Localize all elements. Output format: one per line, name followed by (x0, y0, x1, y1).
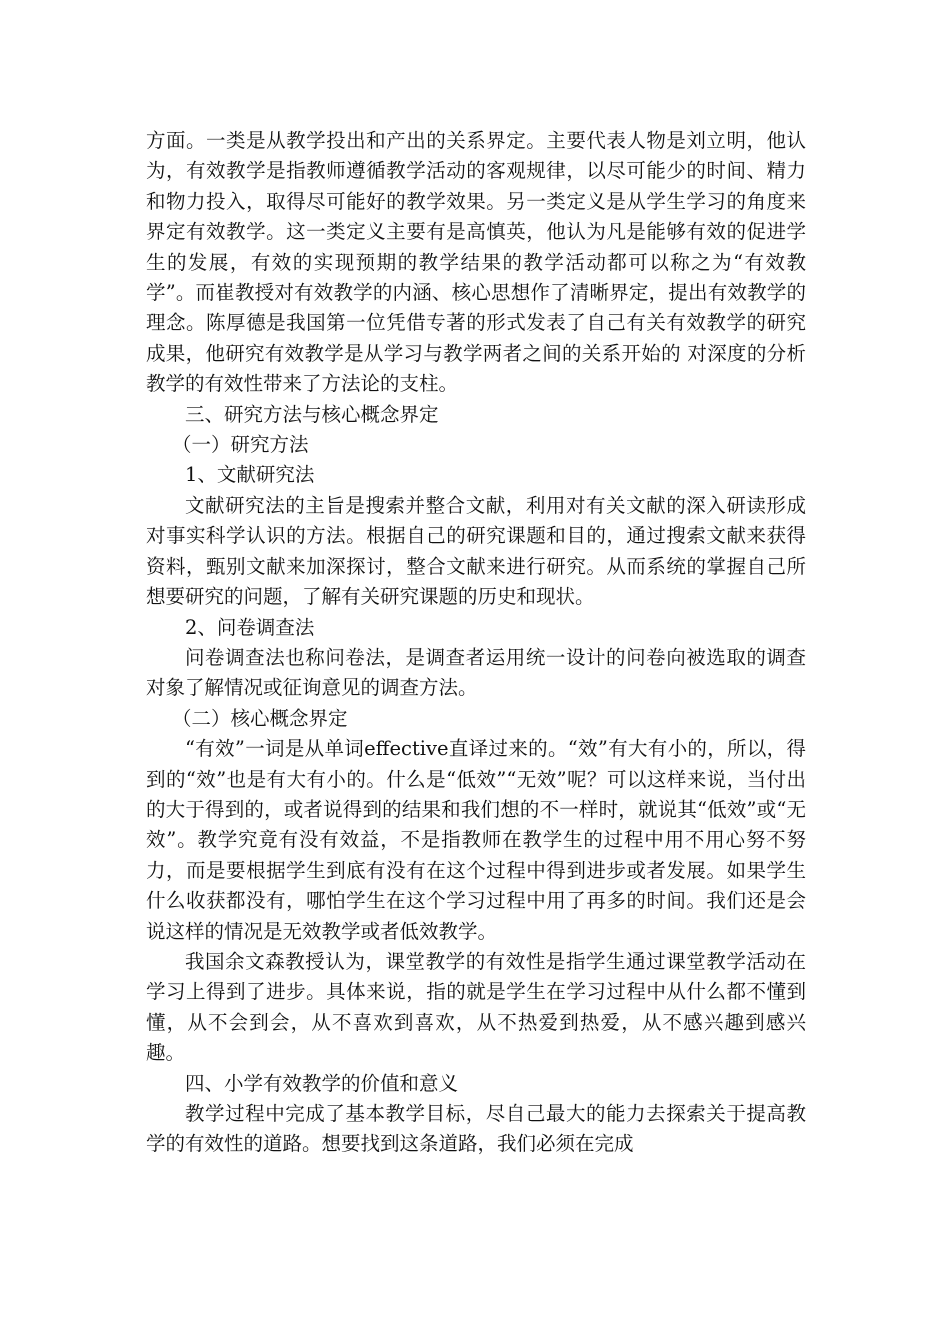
method-heading-literature: 1、文献研究法 (185, 463, 315, 487)
subsection-heading-research-methods: （一）研究方法 (172, 433, 309, 457)
paragraph-yu-wensen-view: 我国余文森教授认为，课堂教学的有效性是指学生通过课堂教学活动在学习上得到了进步。具体来说，指的就是学生在学习过程中从什么都不懂到懂，从不会到会，从不喜欢到喜欢，从不热爱到热爱，从不感兴趣到感兴趣。 (146, 949, 806, 1065)
document-page (146, 126, 806, 1160)
method-heading-questionnaire: 2、问卷调查法 (185, 615, 315, 639)
paragraph-value-significance: 教学过程中完成了基本教学目标，尽自己最大的能力去探索关于提高教学的有效性的道路。想要找到这条道路，我们必须在完成 (146, 1102, 806, 1156)
section-heading-3: 三、研究方法与核心概念界定 (185, 402, 439, 426)
paragraph-continuation: 方面。一类是从教学投出和产出的关系界定。主要代表人物是刘立明，他认为，有效教学是指教师遵循教学活动的客观规律，以尽可能少的时间、精力和物力投入，取得尽可能好的教学效果。另一类定义是从学生学习的角度来界定有效教学。这一类定义主要有是高慎英，他认为凡是能够有效的促进学生的发展，有效的实现预期的教学结果的教学活动都可以称之为“有效教学”。而崔教授对有效教学的内涵、核心思想作了清晰界定，提出有效教学的理念。陈厚德是我国第一位凭借专著的形式发表了自己有关有效教学的研究成果，他研究有效教学是从学习与教学两者之间的关系开始的 对深度的分析教学的有效性带来了方法论的支柱。 (146, 129, 806, 396)
subsection-heading-core-concepts: （二）核心概念界定 (172, 706, 348, 730)
paragraph-literature-method: 文献研究法的主旨是搜索并整合文献，利用对有关文献的深入研读形成对事实科学认识的方法。根据自己的研究课题和目的，通过搜索文献来获得资料，甄别文献来加深探讨，整合文献来进行研究。从而系统的掌握自己所想要研究的问题，了解有关研究课题的历史和现状。 (146, 493, 806, 609)
paragraph-effective-definition: “有效”一词是从单词effective直译过来的。“效”有大有小的，所以，得到的“效”也是有大有小的。什么是“低效”“无效”呢？可以这样来说，当付出的大于得到的，或者说得到的结果和我们想的不一样时，就说其“低效”或“无效”。教学究竟有没有效益，不是指教师在教学生的过程中用不用心努不努力，而是要根据学生到底有没有在这个过程中得到进步或者发展。如果学生什么收获都没有，哪怕学生在这个学习过程中用了再多的时间。我们还是会说这样的情况是无效教学或者低效教学。 (146, 737, 806, 943)
section-heading-4: 四、小学有效教学的价值和意义 (185, 1071, 459, 1095)
paragraph-questionnaire-method: 问卷调查法也称问卷法，是调查者运用统一设计的问卷向被选取的调查对象了解情况或征询意见的调查方法。 (146, 645, 806, 700)
